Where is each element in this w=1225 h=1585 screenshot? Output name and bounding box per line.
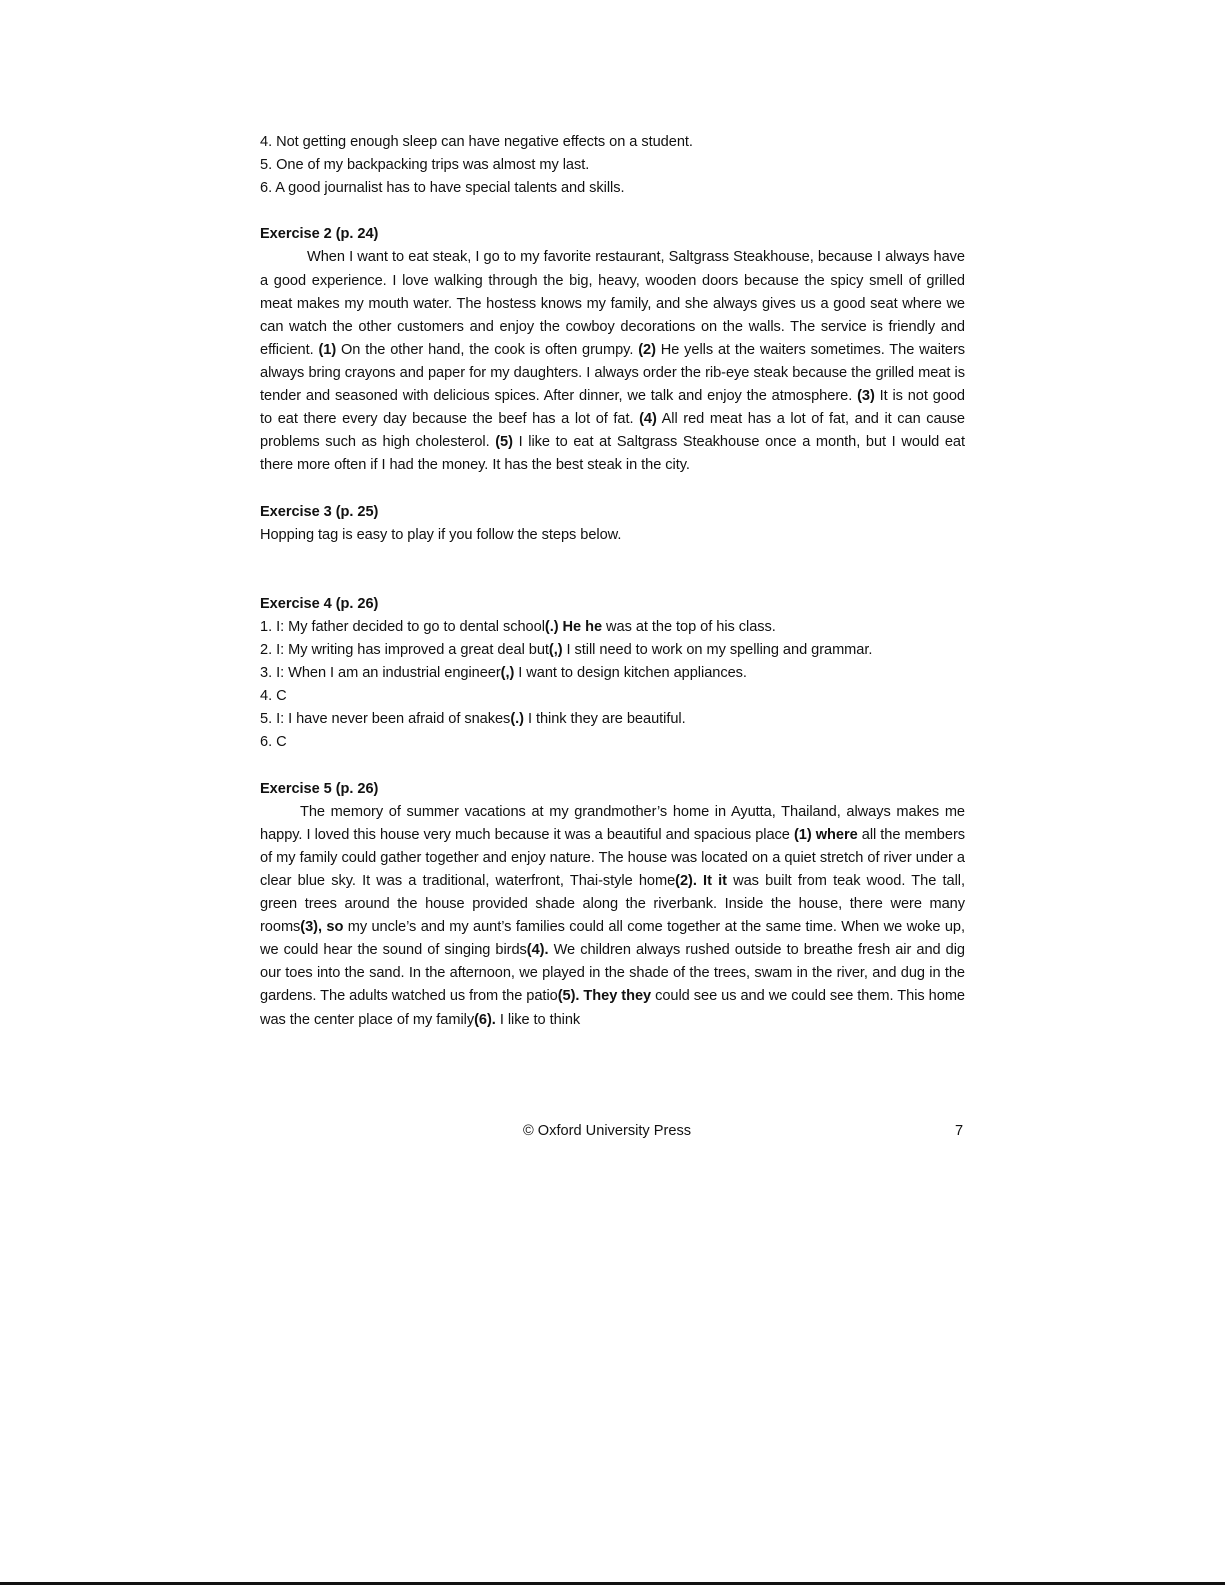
list-item: 4. Not getting enough sleep can have negative effects on a student.	[260, 134, 693, 150]
paragraph-text: We children always rushed outside to breathe fresh air and dig our toes into the sand. In the afternoon, we played in the shade of the trees, swam in the river, and dug in the gardens. The adults watched us from the patio	[260, 942, 965, 1005]
correction-marker: (.)	[510, 711, 524, 728]
exercise-4-heading: Exercise 4 (p. 26)	[260, 595, 379, 612]
list-item: 6. A good journalist has to have special talents and skills.	[260, 180, 625, 197]
correction-marker: (,)	[500, 665, 515, 682]
answer-marker: (5)	[495, 434, 513, 451]
list-item: 1. I: My father decided to go to dental school(.) He he was at the top of his class.	[260, 618, 776, 635]
exercise-5-heading: Exercise 5 (p. 26)	[260, 780, 379, 797]
list-item: 4. C	[260, 688, 287, 705]
exercise-3-text: Hopping tag is easy to play if you follow the steps below.	[260, 526, 622, 543]
paragraph-text: my uncle’s and my aunt’s families could all come together at the same time. When we woke up, we could hear the sound of singing birds	[260, 919, 965, 959]
paragraph-text: could see us and we could see them. This home was the center place of my family	[260, 988, 965, 1028]
exercise-2-heading: Exercise 2 (p. 24)	[260, 226, 379, 243]
answer-marker: (3), so	[300, 919, 344, 936]
list-item: 3. I: When I am an industrial engineer(,) I want to design kitchen appliances.	[260, 665, 747, 682]
exercise-5-paragraph	[260, 801, 965, 1032]
answer-marker: (1) where	[793, 826, 858, 843]
answer-marker: (2). It it	[675, 873, 727, 889]
exercise-2-paragraph	[260, 246, 965, 477]
paragraph-text: I like to eat at Saltgrass Steakhouse once a month, but I would eat there more often if I had the money. It has the best steak in the city.	[260, 434, 965, 474]
paragraph-text: all the members of my family could gather together and enjoy nature. The house was located on a quiet stretch of river under a clear blue sky. It was a traditional, waterfront, Thai-style home	[260, 826, 965, 889]
answer-marker: (4)	[639, 411, 657, 428]
page-content	[260, 131, 965, 1032]
list-item: 2. I: My writing has improved a great deal but(,) I still need to work on my spelling and grammar.	[260, 642, 873, 659]
paragraph-text: was built from teak wood. The tall, green trees around the house provided shade along the riverbank. Inside the house, there were many rooms	[260, 873, 965, 936]
paragraph-text: It is not good to eat there every day because the beef has a lot of fat.	[260, 388, 965, 428]
page-number: 7	[955, 1123, 964, 1139]
exercise-3-heading: Exercise 3 (p. 25)	[260, 503, 379, 520]
answer-marker: (1)	[318, 341, 337, 358]
paragraph-text: The memory of summer vacations at my grandmother’s home in Ayutta, Thailand, always makes me happy. I loved this house very much because it was a beautiful and spacious place	[260, 803, 965, 843]
correction-marker: (,)	[548, 642, 563, 659]
answer-marker: (6).	[474, 1011, 496, 1028]
answer-marker: (4).	[526, 942, 549, 959]
copyright-notice: © Oxford University Press	[523, 1123, 692, 1139]
answer-marker: (5). They they	[557, 988, 652, 1005]
answer-marker: (3)	[857, 388, 875, 405]
correction-marker: (.) He he	[544, 618, 603, 635]
answer-marker: (2)	[638, 341, 656, 358]
list-item: 5. I: I have never been afraid of snakes(.) I think they are beautiful.	[260, 711, 686, 728]
paragraph-text: When I want to eat steak, I go to my favorite restaurant, Saltgrass Steakhouse, because I always have a good experience. I love walking through the big, heavy, wooden doors because the spicy smell of grilled meat makes my mouth water. The hostess knows my family, and she always gives us a good seat where we can watch the other customers and enjoy the cowboy decorations on the walls. The service is friendly and efficient.	[260, 249, 965, 358]
list-item: 6. C	[260, 734, 287, 751]
paragraph-text: All red meat has a lot of fat, and it can cause problems such as high cholesterol.	[260, 411, 965, 451]
paragraph-text: He yells at the waiters sometimes. The waiters always bring crayons and paper for my daughters. I always order the rib-eye steak because the grilled meat is tender and seasoned with delicious spices. After dinner, we talk and enjoy the atmosphere.	[260, 341, 966, 405]
list-item: 5. One of my backpacking trips was almost my last.	[260, 157, 590, 174]
paragraph-text: On the other hand, the cook is often grumpy.	[336, 341, 639, 358]
paragraph-text: I like to think	[495, 1011, 581, 1028]
